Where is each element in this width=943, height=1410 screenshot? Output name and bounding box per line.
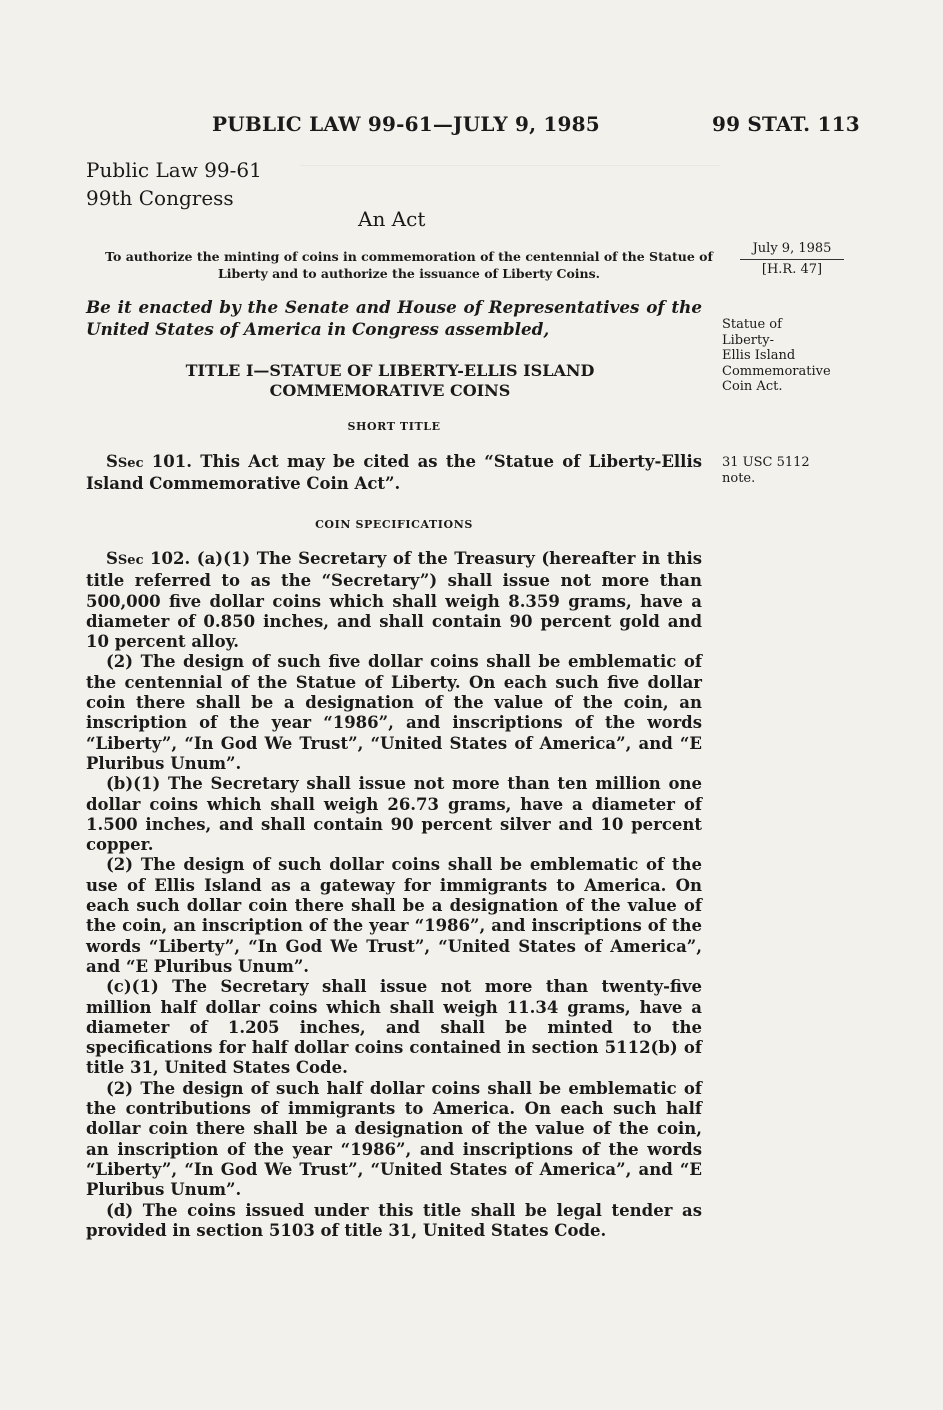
bleed-through-texture (300, 165, 720, 167)
act-purpose: To authorize the minting of coins in commemoration of the centennial of the Statue of Liberty and to authorize the issuance of Liberty Coins. (105, 249, 713, 281)
margin-date: July 9, 1985 (740, 241, 844, 260)
section-102 (86, 549, 702, 1241)
coin-specifications-heading: COIN SPECIFICATIONS (315, 518, 473, 531)
congress-label: 99th Congress (86, 186, 234, 210)
public-law-number: Public Law 99-61 (86, 158, 262, 182)
section-102-a1: SSec 102. (a)(1) The Secretary of the Treasury (hereafter in this title referred to as the “Secretary”) shall issue not more than 500,000 five dollar coins which shall weigh 8.359 grams, have a diameter of 0.850 inches, and shall contain 90 percent gold and 10 percent alloy. (86, 549, 702, 652)
title-heading-line: COMMEMORATIVE COINS (269, 381, 511, 400)
margin-note-line: Liberty- (722, 332, 774, 348)
running-header-stat: 99 STAT. 113 (712, 112, 860, 136)
margin-note-act-name (722, 317, 831, 395)
margin-note-line: Statue of (722, 317, 782, 332)
section-102-b1: (b)(1) The Secretary shall issue not more than ten million one dollar coins which shall weigh 26.73 grams, have a diameter of 1.500 inches, and shall contain 90 percent silver and 10 percent copper. (86, 774, 702, 855)
section-102-c1: (c)(1) The Secretary shall issue not more than twenty-five million half dollar coins which shall weigh 11.34 grams, have a diameter of 1.205 inches, and shall be minted to the specifications for half dollar coins contained in section 5112(b) of title 31, United States Code. (86, 977, 702, 1078)
margin-note-line: 31 USC 5112 (722, 455, 810, 470)
section-label: SSec (106, 452, 144, 471)
margin-note-line: Coin Act. (722, 379, 783, 394)
section-102-d: (d) The coins issued under this title shall be legal tender as provided in section 5103 of title 31, United States Code. (86, 1200, 702, 1240)
title-heading (140, 361, 640, 401)
an-act-heading: An Act (358, 207, 426, 231)
margin-note-usc (722, 455, 810, 486)
section-102-c2: (2) The design of such half dollar coins shall be emblematic of the contributions of immigrants to America. On each such half dollar coin there shall be a designation of the value of the coin, an inscription of the year “1986”, and inscriptions of the words “Liberty”, “In God We Trust”, “United States of America”, and “E Pluribus Unum”. (86, 1078, 702, 1200)
margin-note-line: Ellis Island (722, 348, 796, 363)
section-102-b2: (2) The design of such dollar coins shall be emblematic of the use of Ellis Island as a gateway for immigrants to America. On each such dollar coin there shall be a designation of the value of the coin, an inscription of the year “1986”, and inscriptions of the words “Liberty”, “In God We Trust”, “United States of America”, and “E Pluribus Unum”. (86, 855, 702, 976)
section-102-a2: (2) The design of such five dollar coins shall be emblematic of the centennial of the Statue of Liberty. On each such five dollar coin there shall be a designation of the value of the coin, an inscription of the year “1986”, and inscriptions of the words “Liberty”, “In God We Trust”, “United States of America”, and “E Pluribus Unum”. (86, 652, 702, 773)
section-101-paragraph: SSec 101. This Act may be cited as the “Statue of Liberty-Ellis Island Commemorative Coin Act”. (86, 452, 702, 494)
title-heading-line: TITLE I—STATUE OF LIBERTY-ELLIS ISLAND (185, 361, 595, 380)
running-header-title: PUBLIC LAW 99-61—JULY 9, 1985 (212, 112, 600, 136)
section-label: SSec (106, 549, 144, 568)
section-101 (86, 452, 702, 495)
margin-bill-number: [H.R. 47] (761, 262, 823, 277)
short-title-heading: SHORT TITLE (347, 420, 441, 433)
margin-note-line: Commemorative (722, 363, 831, 379)
enacting-clause: Be it enacted by the Senate and House of Representatives of the United States of America in Congress assembled, (86, 297, 702, 339)
margin-note-line: note. (722, 470, 756, 486)
